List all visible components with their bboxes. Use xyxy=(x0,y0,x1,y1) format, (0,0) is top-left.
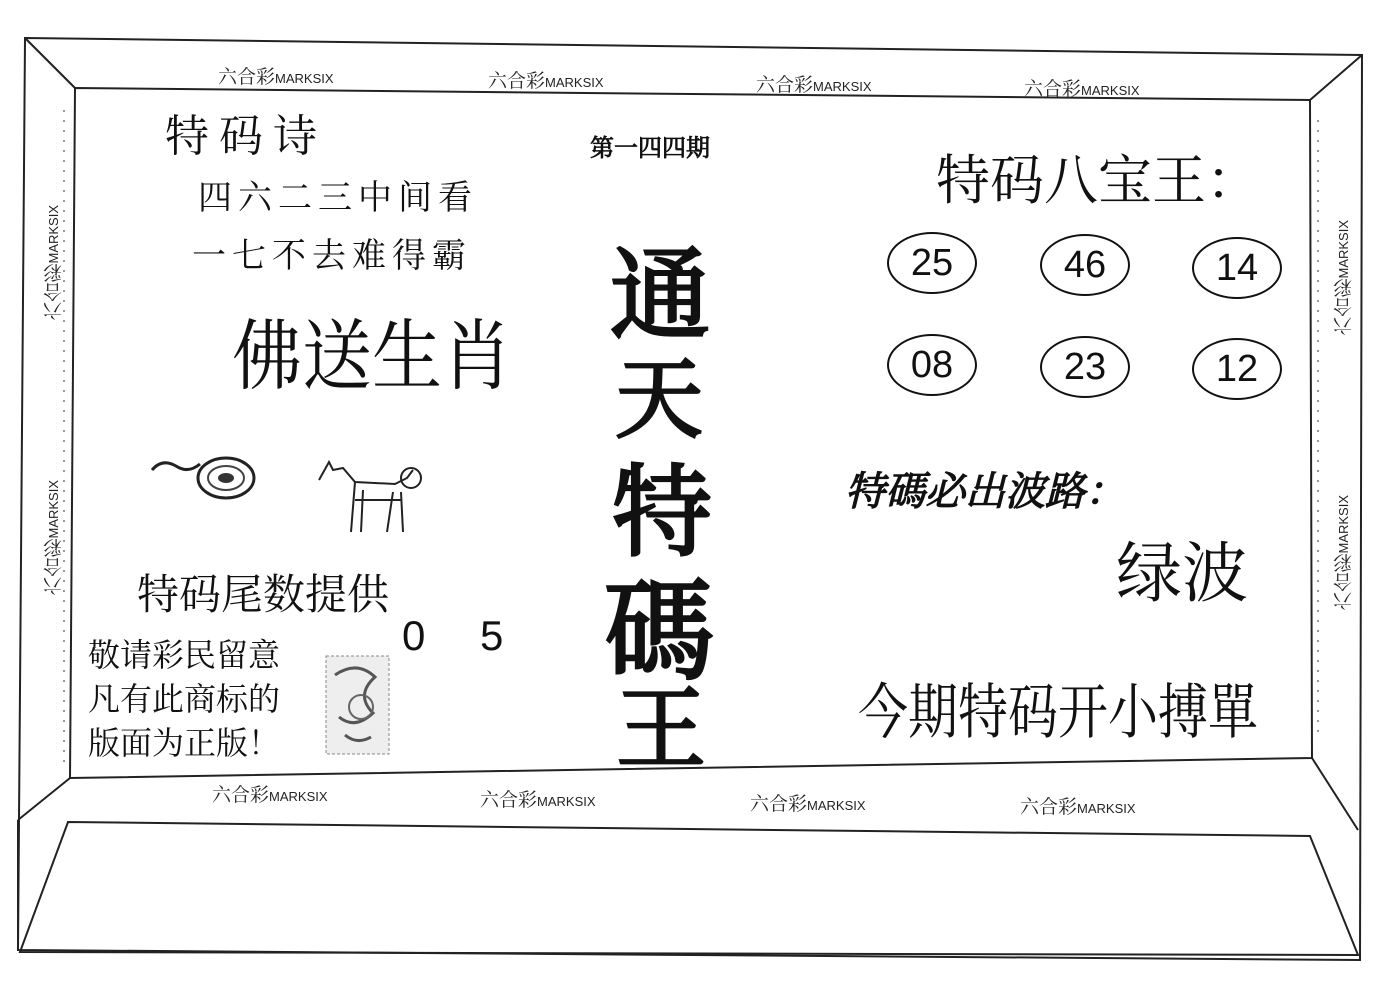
watermark-right-1: 六合彩MARKSIX xyxy=(1333,220,1355,336)
notice-line-1: 敬请彩民留意 xyxy=(88,636,281,674)
watermark-bottom-1: 六合彩MARKSIX xyxy=(212,784,328,806)
watermark-top-1: 六合彩MARKSIX xyxy=(218,66,334,88)
watermark-left-2: 六合彩MARKSIX xyxy=(43,480,65,596)
watermark-bottom-3: 六合彩MARKSIX xyxy=(750,793,866,815)
zodiac-gift: 佛送生肖 xyxy=(232,311,512,402)
center-char-1: 通 xyxy=(610,236,710,354)
dog-icon xyxy=(315,452,425,537)
watermark-bottom-2: 六合彩MARKSIX xyxy=(480,789,596,811)
special-code-size-tip: 今期特码开小搏單 xyxy=(858,678,1258,748)
watermark-top-4: 六合彩MARKSIX xyxy=(1024,78,1140,100)
watermark-bottom-4: 六合彩MARKSIX xyxy=(1020,796,1136,818)
wave-value: 绿波 xyxy=(1116,535,1248,612)
number-ball-1: 25 xyxy=(887,232,977,294)
poem-line-1: 四六二三中间看 xyxy=(198,178,478,218)
watermark-right-2: 六合彩MARKSIX xyxy=(1333,495,1355,611)
center-char-3: 特 xyxy=(612,453,712,571)
number-ball-6: 12 xyxy=(1192,338,1282,400)
trademark-seal-icon xyxy=(325,655,390,755)
tail-digit-1: 0 xyxy=(402,612,426,659)
tail-label: 特码尾数提供 xyxy=(137,570,390,619)
number-ball-4: 08 xyxy=(887,334,977,396)
eight-treasure-title: 特码八宝王： xyxy=(936,149,1260,212)
number-ball-3: 14 xyxy=(1192,237,1282,299)
watermark-top-2: 六合彩MARKSIX xyxy=(488,70,604,92)
number-ball-5: 23 xyxy=(1040,336,1130,398)
poem-line-2: 一七不去难得霸 xyxy=(192,236,472,276)
notice-line-3: 版面为正版！ xyxy=(88,724,281,762)
center-char-5: 王 xyxy=(616,676,706,782)
poem-title: 特码诗 xyxy=(165,111,327,162)
center-char-4: 碼 xyxy=(604,567,714,696)
issue-number: 第一四四期 xyxy=(590,134,710,162)
wave-label: 特碼必出波路： xyxy=(845,469,1125,515)
notice-line-2: 凡有此商标的 xyxy=(88,680,281,718)
watermark-top-3: 六合彩MARKSIX xyxy=(756,74,872,96)
snake-icon xyxy=(148,448,258,508)
watermark-left-1: 六合彩MARKSIX xyxy=(43,205,65,321)
number-ball-2: 46 xyxy=(1040,234,1130,296)
tail-digit-2: 5 xyxy=(480,612,504,659)
center-char-2: 天 xyxy=(615,347,704,451)
